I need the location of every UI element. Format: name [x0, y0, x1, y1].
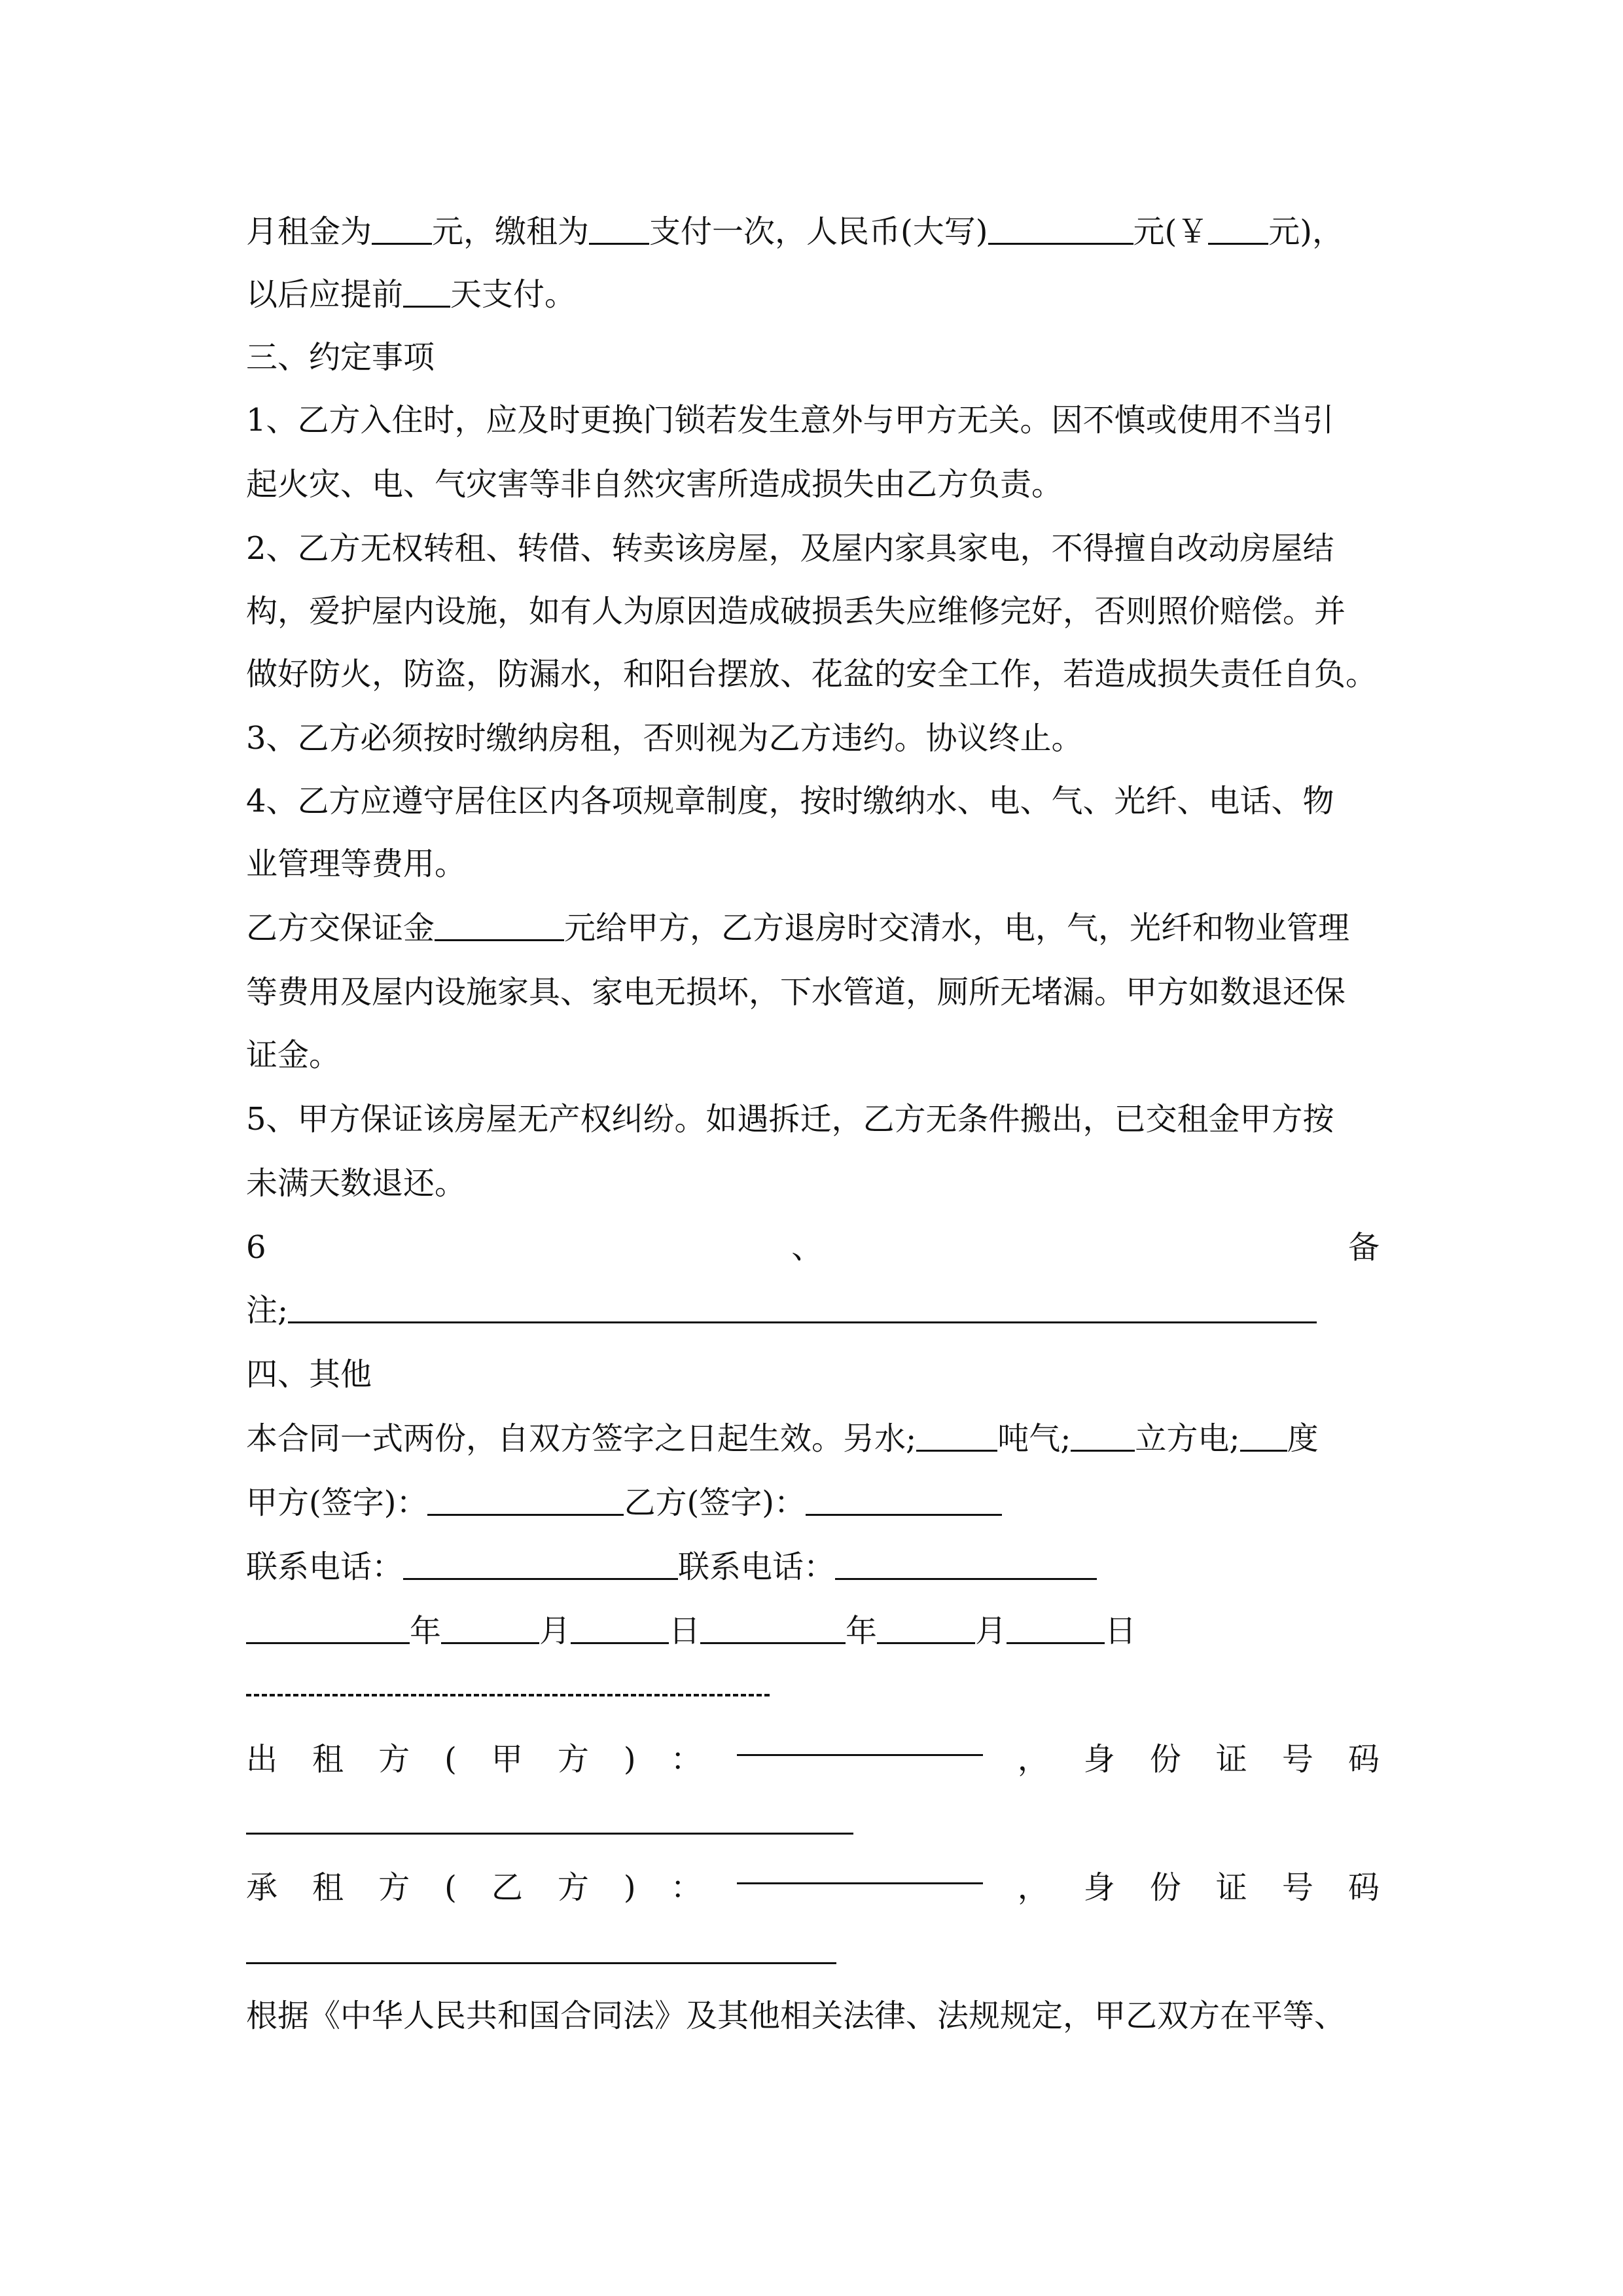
text: 方 [557, 1869, 589, 1906]
party-a-signature-label: 甲方(签字)： [246, 1484, 428, 1521]
deposit-line-3: 证金。 [246, 1037, 341, 1073]
blank-remark[interactable] [288, 1295, 1317, 1323]
text: 乙 [491, 1869, 523, 1906]
text: 乙方交保证金 [246, 910, 435, 946]
blank-amount-number[interactable] [1208, 217, 1268, 245]
section-3-title: 三、约定事项 [246, 339, 435, 376]
item-1-line-1: 1、乙方入住时，应及时更换门锁若发生意外与甲方无关。因不慎或使用不当引 [246, 402, 1334, 439]
blank-lessor-id-number[interactable] [246, 1833, 853, 1835]
text: 日 [1105, 1613, 1137, 1649]
date-line [246, 1600, 1380, 1663]
text: 月 [539, 1613, 571, 1649]
text: 方 [378, 1869, 410, 1906]
text: 出 [246, 1741, 278, 1778]
item-5-line-2: 未满天数退还。 [246, 1165, 467, 1202]
lessee-line [246, 1856, 1380, 1920]
party-b-signature-label: 乙方(签字)： [624, 1484, 806, 1521]
text: ( [444, 1869, 457, 1906]
item-1-line-2: 起火灾、电、气灾害等非自然灾害所造成损失由乙方负责。 [246, 466, 1063, 503]
text: 证 [1215, 1869, 1247, 1906]
rent-line [246, 200, 1380, 264]
item-2-line-3: 做好防火，防盗，防漏水，和阳台摆放、花盆的安全工作，若造成损失责任自负。 [246, 656, 1378, 692]
item-6-label-start: 备 [1347, 1229, 1380, 1266]
text: ， [1017, 1741, 1049, 1778]
blank-water-reading[interactable] [916, 1424, 997, 1452]
item-4-line-1: 4、乙方应遵守居住区内各项规章制度，按时缴纳水、电、气、光纤、电话、物 [246, 783, 1334, 819]
text: 月 [975, 1613, 1007, 1649]
text: 月租金为 [246, 213, 372, 250]
blank-lessor-name[interactable] [737, 1728, 983, 1756]
blank-party-a-day[interactable] [571, 1616, 669, 1644]
item-5-line-1: 5、甲方保证该房屋无产权纠纷。如遇拆迁，乙方无条件搬出，已交租金甲方按 [246, 1101, 1334, 1138]
item-3-line: 3、乙方必须按时缴纳房租，否则视为乙方违约。协议终止。 [246, 720, 1083, 757]
blank-party-a-phone[interactable] [403, 1552, 678, 1580]
text: 吨气; [997, 1420, 1071, 1457]
blank-party-b-month[interactable] [877, 1616, 975, 1644]
blank-advance-days[interactable] [403, 279, 450, 308]
text: 租 [312, 1741, 344, 1778]
advance-line [246, 263, 1380, 327]
text: ) [623, 1741, 636, 1778]
text: 身 [1083, 1741, 1115, 1778]
text: 元给甲方，乙方退房时交清水，电，气，光纤和物业管理 [564, 910, 1350, 946]
blank-party-a-signature[interactable] [427, 1488, 624, 1516]
text: 号 [1281, 1869, 1313, 1906]
utilities-line [246, 1407, 1380, 1471]
text: ： [670, 1741, 702, 1778]
item-6-line [246, 1216, 1380, 1280]
dashed-separator [246, 1694, 770, 1696]
blank-party-b-year[interactable] [700, 1616, 846, 1644]
blank-party-a-month[interactable] [441, 1616, 539, 1644]
text: 方 [557, 1741, 589, 1778]
text: ) [623, 1869, 636, 1906]
remark-line [246, 1279, 1380, 1342]
text: 份 [1149, 1741, 1181, 1778]
blank-party-b-signature[interactable] [806, 1488, 1002, 1516]
item-2-line-1: 2、乙方无权转租、转借、转卖该房屋，及屋内家具家电，不得擅自改动房屋结 [246, 530, 1334, 567]
text: ， [1017, 1869, 1049, 1906]
text: 租 [312, 1869, 344, 1906]
text: 码 [1347, 1869, 1380, 1906]
party-a-phone-label: 联系电话： [246, 1549, 404, 1585]
text: 证 [1215, 1741, 1247, 1778]
phone-line [246, 1535, 1380, 1599]
blank-party-a-year[interactable] [246, 1616, 410, 1644]
text: 日 [669, 1613, 701, 1649]
text: 元(￥ [1133, 213, 1209, 250]
deposit-line-1 [246, 897, 1380, 960]
blank-electric-reading[interactable] [1240, 1424, 1287, 1452]
signature-line [246, 1471, 1380, 1535]
text: 份 [1149, 1869, 1181, 1906]
text: 年 [846, 1613, 878, 1649]
text: ( [444, 1741, 457, 1778]
item-6-separator: 、 [791, 1229, 823, 1266]
blank-lessee-id-number[interactable] [246, 1962, 836, 1964]
remark-label: 注; [246, 1292, 289, 1329]
text: 元，缴租为 [432, 213, 590, 250]
item-4-line-2: 业管理等费用。 [246, 846, 467, 882]
blank-deposit-amount[interactable] [435, 913, 564, 941]
text: 以后应提前 [246, 276, 404, 313]
blank-gas-reading[interactable] [1071, 1424, 1135, 1452]
blank-lessee-name[interactable] [737, 1856, 983, 1884]
text: 身 [1083, 1869, 1115, 1906]
law-basis-line: 根据《中华人民共和国合同法》及其他相关法律、法规规定，甲乙双方在平等、 [246, 1998, 1346, 2034]
text: 承 [246, 1869, 278, 1906]
text: 度 [1287, 1420, 1319, 1457]
text: 立方电; [1135, 1420, 1240, 1457]
blank-party-b-day[interactable] [1007, 1616, 1105, 1644]
item-2-line-2: 构，爱护屋内设施，如有人为原因造成破损丢失应维修完好，否则照价赔偿。并 [246, 593, 1346, 630]
section-4-title: 四、其他 [246, 1356, 372, 1393]
text: 元)， [1268, 213, 1344, 250]
text: 本合同一式两份，自双方签字之日起生效。另水; [246, 1420, 917, 1457]
text: 天支付。 [450, 276, 577, 313]
blank-payment-period[interactable] [589, 217, 649, 245]
blank-party-b-phone[interactable] [835, 1552, 1097, 1580]
blank-amount-words[interactable] [988, 217, 1133, 245]
deposit-line-2: 等费用及屋内设施家具、家电无损坏，下水管道，厕所无堵漏。甲方如数退还保 [246, 974, 1346, 1011]
text: 号 [1281, 1741, 1313, 1778]
blank-monthly-rent[interactable] [372, 217, 432, 245]
lessor-line [246, 1728, 1380, 1791]
text: 方 [378, 1741, 410, 1778]
text: 码 [1347, 1741, 1380, 1778]
text: ： [670, 1869, 702, 1906]
party-b-phone-label: 联系电话： [678, 1549, 836, 1585]
text: 年 [410, 1613, 442, 1649]
item-6-number: 6 [246, 1229, 266, 1266]
text: 甲 [491, 1741, 523, 1778]
text: 支付一次，人民币(大写) [649, 213, 988, 250]
